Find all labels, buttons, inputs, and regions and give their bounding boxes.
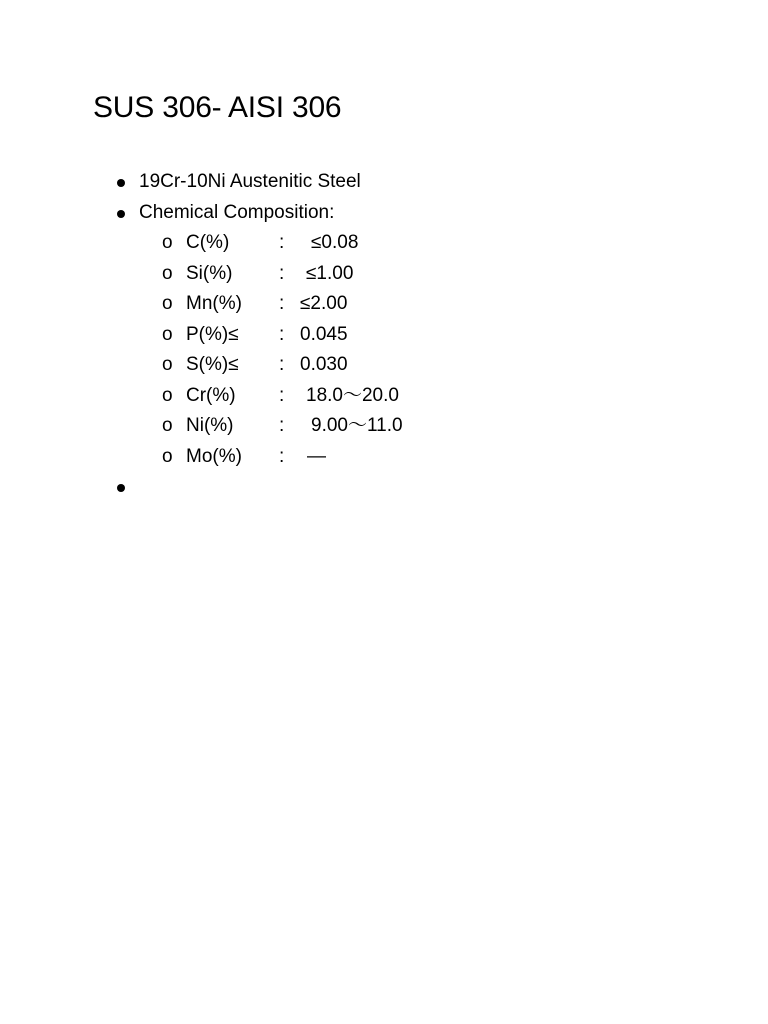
element-value: 18.0～20.0 bbox=[306, 384, 399, 406]
element-label: Ni(%) bbox=[186, 415, 234, 436]
element-value: — bbox=[307, 445, 326, 467]
circle-bullet-icon: o bbox=[162, 293, 173, 314]
element-value: 9.00～11.0 bbox=[311, 415, 403, 436]
circle-bullet-icon: o bbox=[162, 384, 173, 406]
separator: : bbox=[279, 323, 285, 345]
separator: : bbox=[279, 415, 285, 436]
separator: : bbox=[279, 445, 285, 467]
separator: : bbox=[279, 232, 285, 253]
separator: : bbox=[279, 384, 285, 406]
separator: : bbox=[279, 293, 285, 314]
circle-bullet-icon: o bbox=[162, 232, 173, 253]
circle-bullet-icon: o bbox=[162, 323, 173, 345]
bullet-icon bbox=[117, 210, 125, 218]
circle-bullet-icon: o bbox=[162, 415, 173, 436]
element-value: 0.030 bbox=[300, 354, 348, 375]
circle-bullet-icon: o bbox=[162, 445, 173, 467]
list-item-text: 19Cr-10Ni Austenitic Steel bbox=[139, 171, 361, 192]
element-value: 0.045 bbox=[300, 323, 348, 345]
list-item-text: Chemical Composition: bbox=[139, 201, 335, 223]
element-label: Cr(%) bbox=[186, 384, 236, 406]
element-label: Mo(%) bbox=[186, 445, 242, 467]
bullet-icon bbox=[117, 179, 125, 187]
element-label: S(%)≤ bbox=[186, 354, 239, 375]
page-title: SUS 306- AISI 306 bbox=[93, 91, 342, 124]
circle-bullet-icon: o bbox=[162, 354, 173, 375]
element-value: ≤0.08 bbox=[311, 232, 359, 253]
separator: : bbox=[279, 354, 285, 375]
element-label: Si(%) bbox=[186, 262, 233, 284]
element-label: C(%) bbox=[186, 232, 230, 253]
element-label: Mn(%) bbox=[186, 293, 242, 314]
circle-bullet-icon: o bbox=[162, 262, 173, 284]
separator: : bbox=[279, 262, 285, 284]
bullet-icon bbox=[117, 484, 125, 492]
element-label: P(%)≤ bbox=[186, 323, 239, 345]
element-value: ≤1.00 bbox=[306, 262, 354, 284]
element-value: ≤2.00 bbox=[300, 293, 348, 314]
